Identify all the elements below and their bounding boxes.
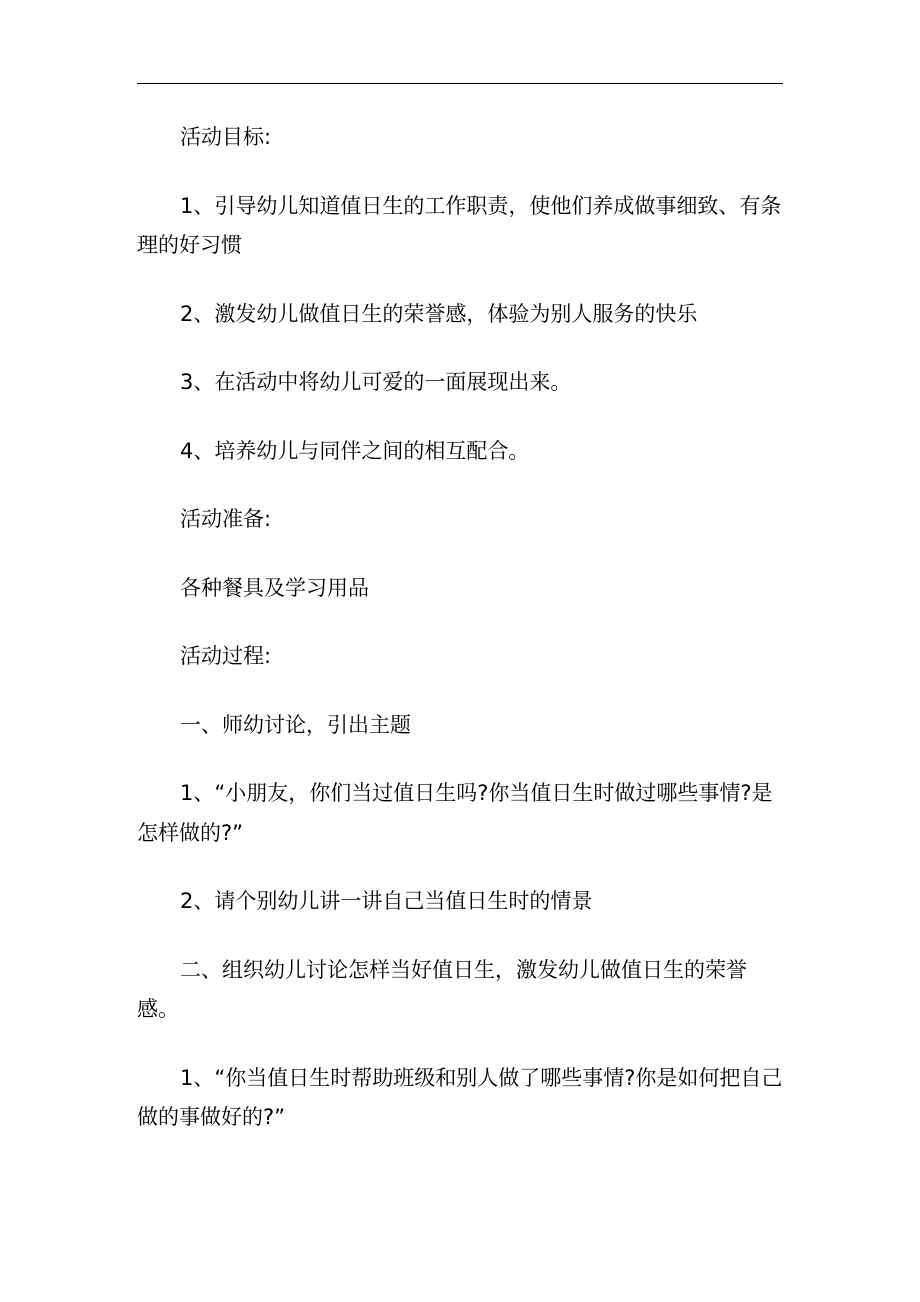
document-body [137, 118, 783, 1167]
header-rule [137, 83, 783, 84]
goal-item-3: 3、在活动中将幼儿可爱的一面展现出来。 [180, 370, 572, 394]
goal-item-2: 2、激发幼儿做值日生的荣誉感，体验为别人服务的快乐 [180, 301, 698, 326]
heading-goals: 活动目标: [180, 125, 272, 149]
goal-item-4: 4、培养幼儿与同伴之间的相互配合。 [180, 438, 530, 463]
heading-preparation: 活动准备: [180, 507, 272, 531]
process-item-1-2: 2、请个别幼儿讲一讲自己当值日生时的情景 [180, 889, 593, 913]
process-section-1: 一、师幼讨论，引出主题 [180, 712, 411, 737]
goal-item-1: 1、引导幼儿知道值日生的工作职责，使他们养成做事细致、有条理的好习惯 [137, 193, 782, 257]
process-item-2-1: 1、“你当值日生时帮助班级和别人做了哪些事情?你是如何把自己做的事做好的?” [137, 1065, 783, 1129]
preparation-text: 各种餐具及学习用品 [180, 575, 369, 600]
heading-process: 活动过程: [180, 644, 272, 668]
process-section-2: 二、组织幼儿讨论怎样当好值日生，激发幼儿做值日生的荣誉感。 [137, 957, 747, 1021]
process-item-1-1: 1、“小朋友，你们当过值日生吗?你当值日生时做过哪些事情?是怎样做的?” [137, 781, 773, 845]
